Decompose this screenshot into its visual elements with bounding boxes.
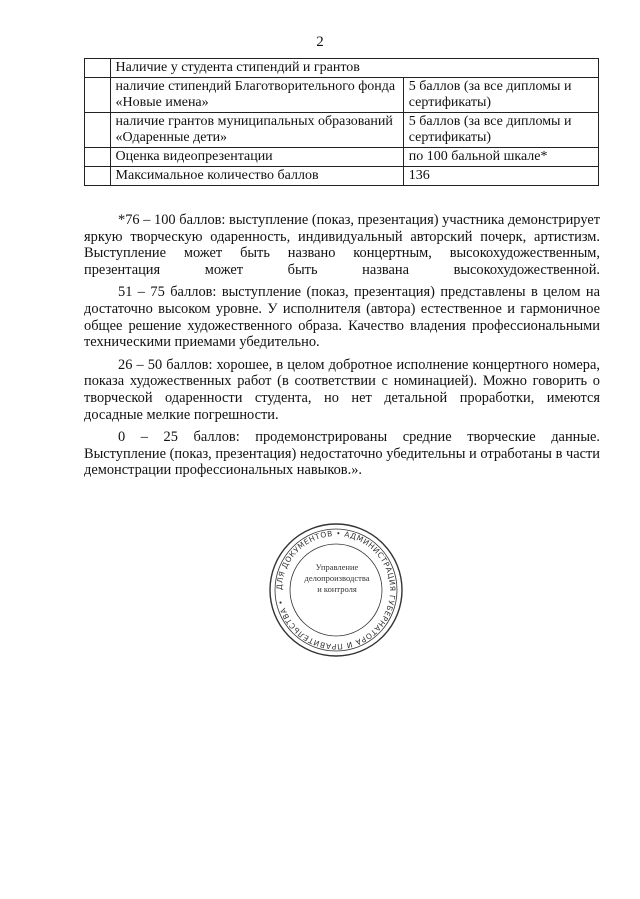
criterion-score-cell: по 100 бальной шкале*	[403, 148, 598, 167]
stamp-line-3: и контроля	[317, 584, 357, 594]
table-row	[85, 113, 599, 148]
row-number-cell	[85, 59, 111, 78]
stamp-inner-text	[295, 562, 379, 595]
note-paragraph-3: 26 – 50 баллов: хорошее, в целом добротное исполнение концертного номера, показа художественных работ (в соответствии с номинацией). Можно говорить о творческой одаренности студента, но нет детальной проработки, имеются досадные мелкие погрешности.	[84, 356, 600, 423]
row-number-cell	[85, 167, 111, 186]
stamp-line-1: Управление	[315, 562, 359, 572]
criterion-name-cell: Максимальное количество баллов	[110, 167, 403, 186]
note-paragraph-2: 51 – 75 баллов: выступление (показ, презентация) представлены в целом на достаточно высоком уровне. У исполнителя (автора) естественное и гармоничное общее решение художественного образа. Качество владения профессиональными техническими приемами убедительно.	[84, 284, 600, 351]
official-stamp	[268, 522, 404, 658]
stamp-ring-text: ДЛЯ ДОКУМЕНТОВ • АДМИНИСТРАЦИЯ ГУБЕРНАТОРА И ПРАВИТЕЛЬСТВА •	[274, 528, 398, 652]
table-row	[85, 59, 599, 78]
criterion-name-cell: Наличие у студента стипендий и грантов	[110, 59, 598, 78]
table-row	[85, 78, 599, 113]
criteria-table	[84, 58, 599, 186]
table-row	[85, 148, 599, 167]
row-number-cell	[85, 113, 111, 148]
stamp-line-2: делопроизводства	[304, 573, 370, 583]
table-row	[85, 167, 599, 186]
note-paragraph-1: *76 – 100 баллов: выступление (показ, презентация) участника демонстрирует яркую творческую одаренность, индивидуальный авторский почерк, артистизм. Выступление может быть названо концертным, высокохудожественным, презентация может быть названа высокохудожественной.	[84, 212, 600, 278]
page-number: 2	[316, 34, 324, 50]
criterion-name-cell: наличие грантов муниципальных образований «Одаренные дети»	[110, 113, 403, 148]
criterion-score-cell: 5 баллов (за все дипломы и сертификаты)	[403, 78, 598, 113]
criterion-score-cell: 136	[403, 167, 598, 186]
criterion-name-cell: Оценка видеопрезентации	[110, 148, 403, 167]
criterion-name-cell: наличие стипендий Благотворительного фонда «Новые имена»	[110, 78, 403, 113]
scoring-notes	[84, 212, 600, 485]
row-number-cell	[85, 78, 111, 113]
row-number-cell	[85, 148, 111, 167]
note-paragraph-4: 0 – 25 баллов: продемонстрированы средние творческие данные. Выступление (показ, презентация) недостаточно убедительны и отработаны в части демонстрации профессиональных навыков.».	[84, 429, 600, 479]
criterion-score-cell: 5 баллов (за все дипломы и сертификаты)	[403, 113, 598, 148]
